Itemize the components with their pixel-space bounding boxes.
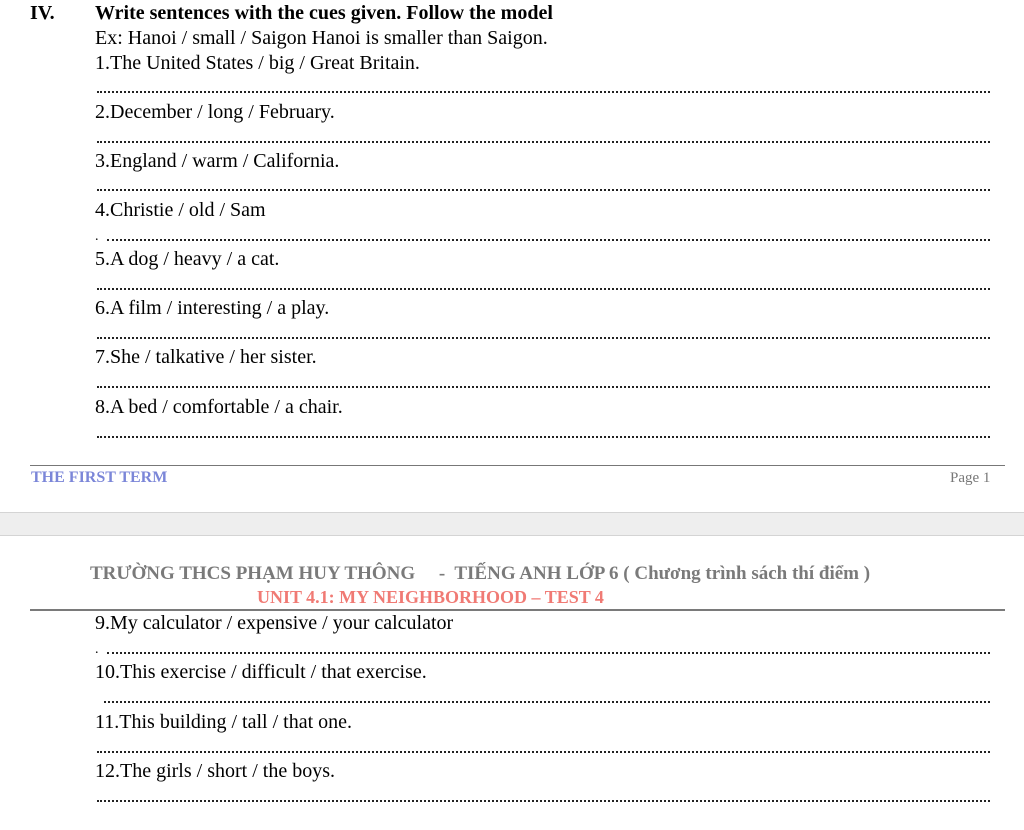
exercise-item-1: 1.The United States / big / Great Britain. — [95, 52, 420, 74]
answer-line-11[interactable] — [97, 751, 990, 753]
footer-term: THE FIRST TERM — [31, 469, 168, 486]
header-school-title: TRƯỜNG THCS PHẠM HUY THÔNG - TIẾNG ANH LỚP 6 ( Chương trình sách thí điểm ) — [90, 563, 871, 584]
exercise-item-9: 9.My calculator / expensive / your calculator — [95, 612, 454, 634]
answer-line-5[interactable] — [97, 288, 990, 290]
answer-line-4[interactable] — [107, 239, 990, 241]
answer-lead-dot: . — [95, 642, 99, 657]
section-numeral: IV. — [30, 2, 55, 24]
exercise-item-8: 8.A bed / comfortable / a chair. — [95, 396, 343, 418]
page-break — [0, 512, 1024, 536]
answer-line-2[interactable] — [97, 141, 990, 143]
answer-line-9[interactable] — [107, 652, 990, 654]
exercise-item-2: 2.December / long / February. — [95, 101, 335, 123]
exercise-item-7: 7.She / talkative / her sister. — [95, 346, 317, 368]
exercise-item-10: 10.This exercise / difficult / that exercise. — [95, 661, 427, 683]
answer-line-1[interactable] — [97, 91, 990, 93]
exercise-item-6: 6.A film / interesting / a play. — [95, 297, 330, 319]
document-page-2 — [0, 536, 1024, 830]
answer-line-7[interactable] — [97, 386, 990, 388]
exercise-item-12: 12.The girls / short / the boys. — [95, 760, 335, 782]
example-sentence: Ex: Hanoi / small / Saigon Hanoi is smaller than Saigon. — [95, 27, 548, 49]
exercise-item-4: 4.Christie / old / Sam — [95, 199, 266, 221]
page-number: Page 1 — [950, 470, 991, 486]
answer-line-3[interactable] — [97, 189, 990, 191]
answer-line-8[interactable] — [97, 436, 990, 438]
exercise-item-5: 5.A dog / heavy / a cat. — [95, 248, 280, 270]
answer-line-12[interactable] — [97, 800, 990, 802]
answer-line-10[interactable] — [104, 701, 990, 703]
section-instruction: Write sentences with the cues given. Follow the model — [95, 2, 553, 24]
answer-line-6[interactable] — [97, 337, 990, 339]
answer-lead-dot: . — [95, 229, 99, 244]
exercise-item-3: 3.England / warm / California. — [95, 150, 340, 172]
header-unit-title: UNIT 4.1: MY NEIGHBORHOOD – TEST 4 — [257, 587, 604, 607]
footer-divider — [30, 465, 1005, 466]
exercise-item-11: 11.This building / tall / that one. — [95, 711, 353, 733]
